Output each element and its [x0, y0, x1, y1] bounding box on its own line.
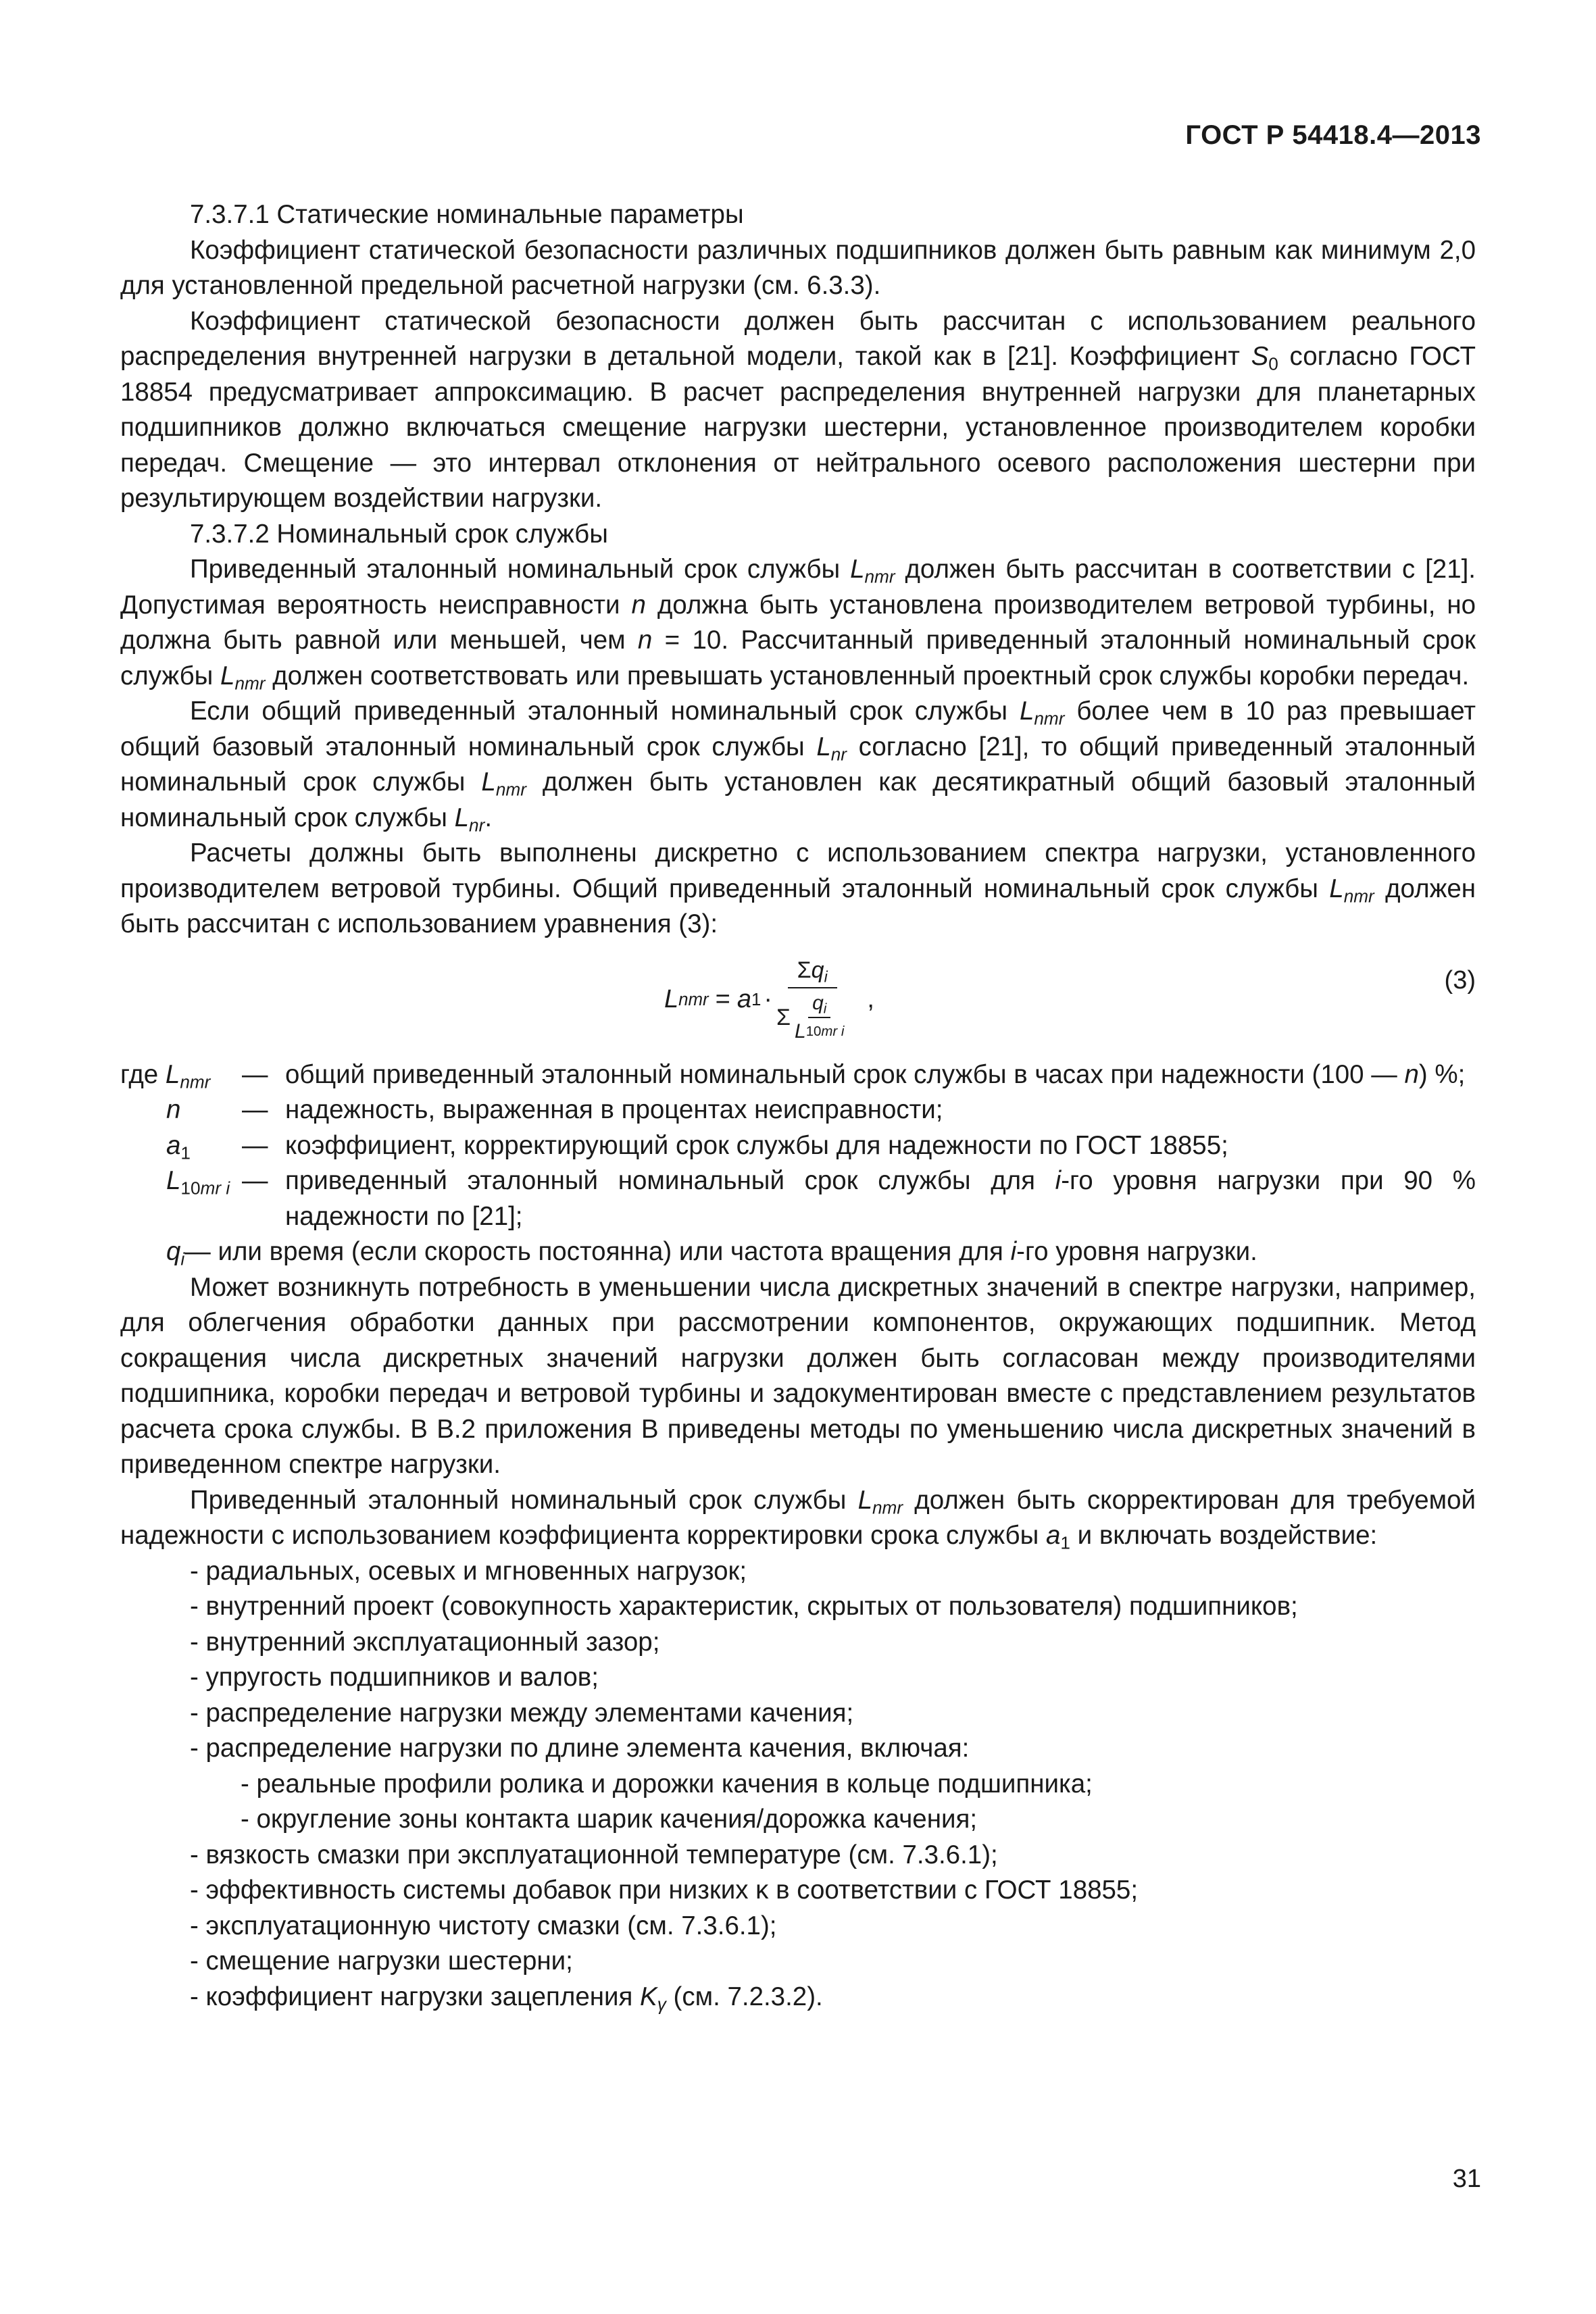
list-item: - внутренний эксплуатационный зазор;: [190, 1627, 660, 1657]
paragraph: Расчеты должны быть выполнены дискретно с использованием спектра нагрузки, установленного производителем ветровой турбины. Общий приведенный эталонный номинальный срок службы $L_{nmr}$ должен быть рассчитан с использованием уравнения (3):: [120, 838, 1476, 938]
equation-body: L nmr = a 1 · $\Sigma q_i$ Σ $q_i$ L 10 mr i ,: [664, 957, 874, 1042]
list-item: - внутренний проект (совокупность характеристик, скрытых от пользователя) подшипников;: [190, 1592, 1298, 1621]
list-item: - упругость подшипников и валов;: [190, 1663, 599, 1692]
definition-row: $a_1$ — коэффициент, корректирующий срок службы для надежности по ГОСТ 18855;: [166, 1130, 1228, 1163]
paragraph: Коэффициент статической безопасности различных подшипников должен быть равным как минимум 2,0 для установленной предельной расчетной нагрузки (см. 6.3.3).: [120, 235, 1476, 300]
paragraph: Приведенный эталонный номинальный срок службы $L_{nmr}$ должен быть рассчитан в соответствии с [21]. Допустимая вероятность неисправности n должна быть установлена производителем ветровой турбины, но должна быть равной или меньшей, чем n = 10. Рассчитанный приведенный эталонный номинальный срок службы $L_{nmr}$ должен соответствовать или превышать установленный проектный срок службы коробки передач.: [120, 555, 1476, 693]
definition-row: где $L_{nmr}$ — общий приведенный эталонный номинальный срок службы в часах при надежности (100 — n) %;: [120, 1059, 1466, 1092]
symbol-definitions: [120, 1057, 1476, 1270]
paragraph: Коэффициент статической безопасности должен быть рассчитан с использованием реального распределения внутренней нагрузки в детальной модели, такой как в [21]. Коэффициент $S_0$ согласно ГОСТ 18854 предусматривает аппроксимацию. В расчет распределения внутренней нагрузки для планетарных подшипников должно включаться смещение нагрузки шестерни, установленное производителем коробки передач. Смещение — это интервал отклонения от нейтрального осевого расположения шестерни при результирующем воздействии нагрузки.: [120, 306, 1476, 513]
list-item: - коэффициент нагрузки зацепления $K_\gamma$ (см. 7.2.3.2).: [190, 1982, 823, 2014]
equation-3: [120, 947, 1476, 1053]
paragraph: Если общий приведенный эталонный номинальный срок службы $L_{nmr}$ более чем в 10 раз превышает общий базовый эталонный номинальный срок службы $L_{nr}$ согласно [21], то общий приведенный эталонный номинальный срок службы $L_{nmr}$ должен быть установлен как десятикратный общий базовый эталонный номинальный срок службы $L_{nr}$.: [120, 697, 1476, 835]
page-number: 31: [1452, 2165, 1481, 2193]
list-item: - вязкость смазки при эксплуатационной температуре (см. 7.3.6.1);: [190, 1840, 998, 1869]
list-item: - распределение нагрузки по длине элемента качения, включая:: [190, 1734, 970, 1763]
page-body: [120, 197, 1476, 2015]
definition-row: $q_i—$ или время (если скорость постоянна) или частота вращения для i-го уровня нагрузки.: [166, 1237, 1257, 1269]
list-subitem: - округление зоны контакта шарик качения/дорожка качения;: [241, 1805, 978, 1834]
list-item: - распределение нагрузки между элементами качения;: [190, 1698, 854, 1728]
equation-fraction: $\Sigma q_i$ Σ $q_i$ L 10 mr i: [776, 957, 845, 1042]
paragraph: Может возникнуть потребность в уменьшении числа дискретных значений в спектре нагрузки, например, для облегчения обработки данных при рассмотрении компонентов, окружающих подшипник. Метод сокращения числа дискретных значений нагрузки должен быть согласован между производителями подшипника, коробки передач и ветровой турбины и задокументирован вместе с представлением результатов расчета срока службы. В В.2 приложения В приведены методы по уменьшению числа дискретных значений в приведенном спектре нагрузки.: [120, 1272, 1476, 1479]
equation-number: (3): [1444, 965, 1476, 995]
section-heading-7-3-7-2: 7.3.7.2 Номинальный срок службы: [190, 519, 608, 549]
paragraph: Приведенный эталонный номинальный срок службы $L_{nmr}$ должен быть скорректирован для требуемой надежности с использованием коэффициента корректировки срока службы $a_1$ и включать воздействие:: [120, 1485, 1476, 1553]
equation-inner-fraction: $q_i$ L 10 mr i: [795, 991, 845, 1042]
influence-list: [120, 1554, 1476, 2015]
list-item: - радиальных, осевых и мгновенных нагрузок;: [190, 1556, 747, 1586]
list-item: - эффективность системы добавок при низких κ в соответствии с ГОСТ 18855;: [190, 1876, 1139, 1905]
list-item: - смещение нагрузки шестерни;: [190, 1946, 573, 1976]
list-item: - эксплуатационную чистоту смазки (см. 7.3.6.1);: [190, 1911, 777, 1940]
definition-row: $L_{10mr i}$ — приведенный эталонный номинальный срок службы для i-го уровня нагрузки при 90 % надежности по [21];: [166, 1166, 1476, 1231]
section-heading-7-3-7-1: 7.3.7.1 Статические номинальные параметры: [190, 200, 744, 229]
list-subitem: - реальные профили ролика и дорожки качения в кольце подшипника;: [241, 1769, 1093, 1799]
definition-row: n — надежность, выраженная в процентах неисправности;: [166, 1095, 943, 1124]
document-code-header: ГОСТ Р 54418.4—2013: [1185, 120, 1481, 150]
